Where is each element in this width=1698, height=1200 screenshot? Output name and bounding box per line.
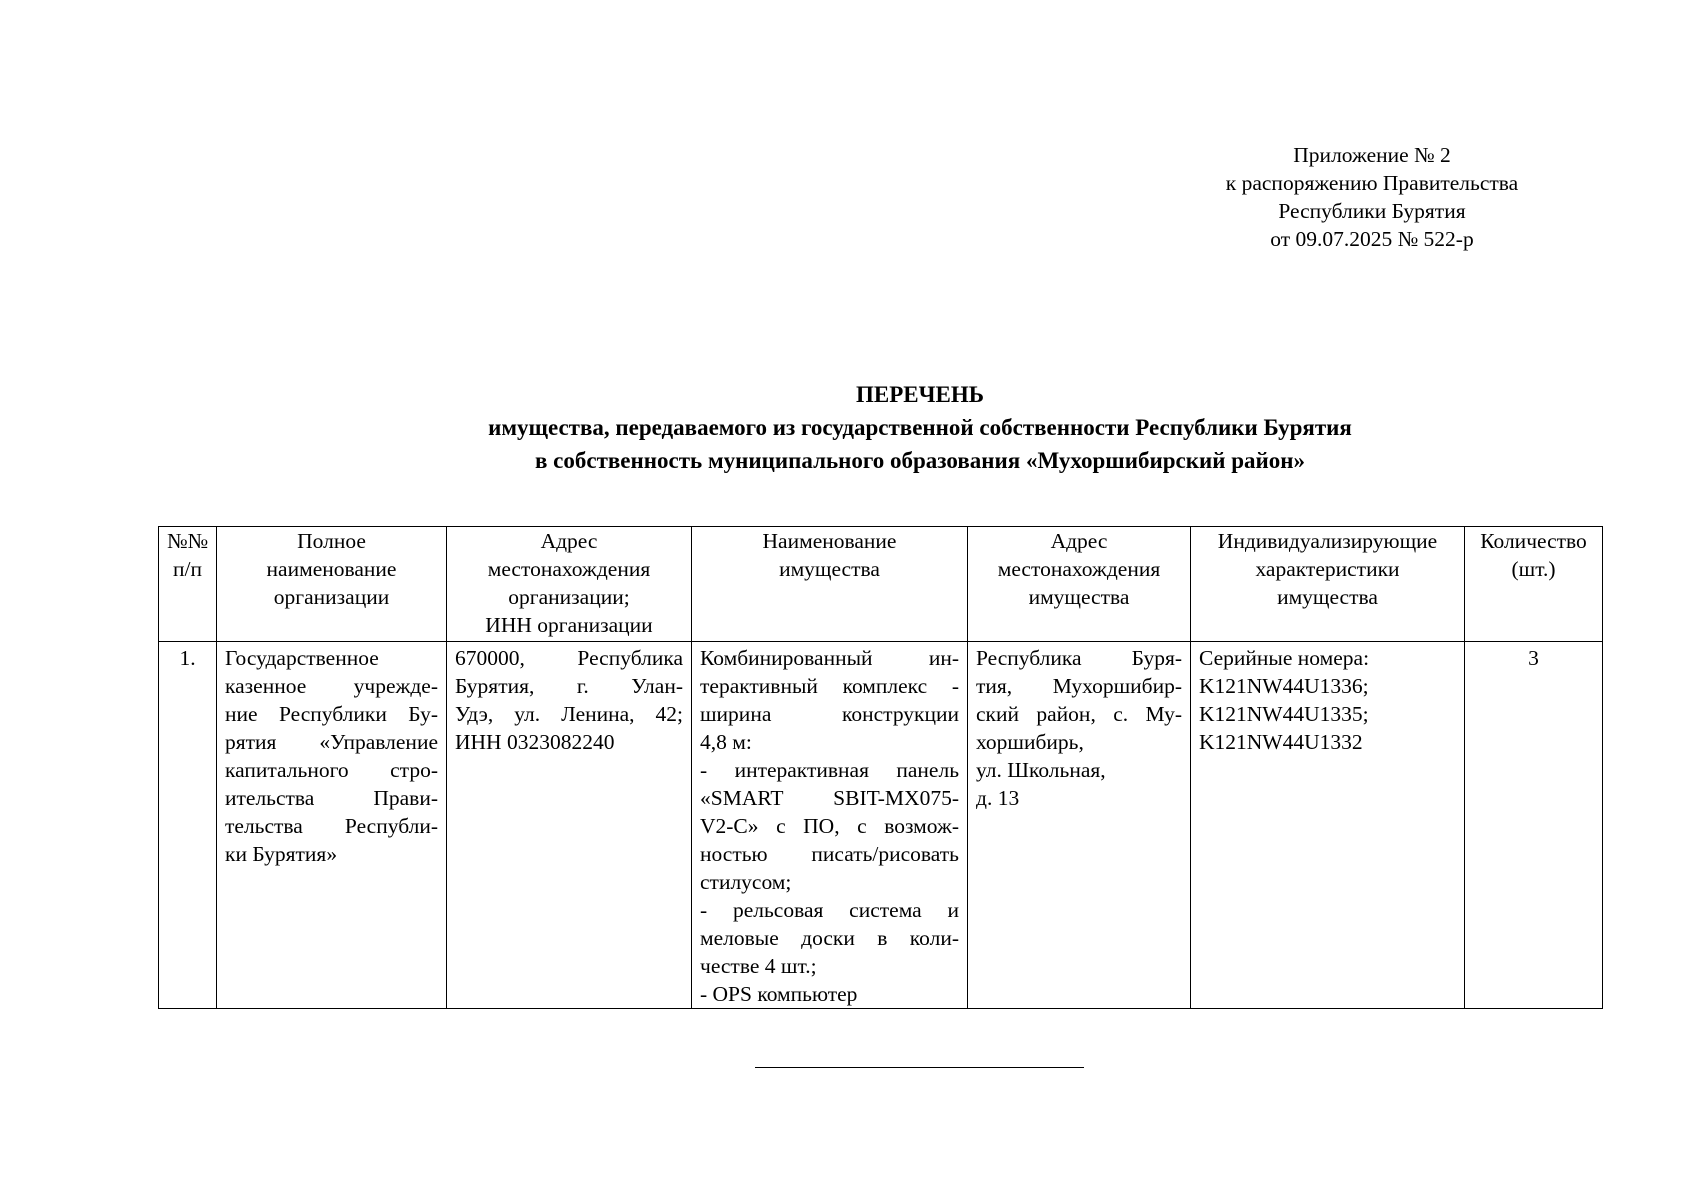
header-property-name bbox=[692, 527, 968, 642]
cell-line: д. 13 bbox=[976, 786, 1020, 810]
title-heading: ПЕРЕЧЕНЬ bbox=[856, 382, 984, 407]
cell-line: Удэ, ул. Ленина, 42; bbox=[455, 702, 683, 726]
cell-line: ул. Школьная, bbox=[976, 758, 1106, 782]
cell-line: ширина конструкции bbox=[700, 702, 959, 726]
header-line: имущества bbox=[779, 557, 880, 581]
header-line: наименование bbox=[266, 557, 397, 581]
appendix-block bbox=[1150, 141, 1594, 253]
header-org-address bbox=[447, 527, 692, 642]
cell-line: Бурятия, г. Улан- bbox=[455, 674, 683, 698]
appendix-line: к распоряжению Правительства bbox=[1225, 171, 1519, 195]
header-line: ИНН организации bbox=[485, 613, 653, 637]
cell-line: меловые доски в коли- bbox=[700, 926, 959, 950]
cell-number: 1. bbox=[159, 642, 217, 1009]
table-header-row bbox=[159, 527, 1603, 642]
cell-line: ский район, с. Му- bbox=[976, 702, 1182, 726]
appendix-line: от 09.07.2025 № 522-р bbox=[1270, 227, 1474, 251]
cell-line: ние Республики Бу- bbox=[225, 702, 438, 726]
header-line: характеристики bbox=[1255, 557, 1400, 581]
cell-line: ительства Прави- bbox=[225, 786, 438, 810]
cell-line: тельства Республи- bbox=[225, 814, 438, 838]
cell-line: K121NW44U1335; bbox=[1199, 702, 1369, 726]
title-line: имущества, передаваемого из государственной собственности Республики Бурятия bbox=[488, 415, 1352, 440]
header-line: организации bbox=[273, 585, 390, 609]
cell-line: 4,8 м: bbox=[700, 730, 752, 754]
header-line: имущества bbox=[1028, 585, 1130, 609]
cell-line: хоршибирь, bbox=[976, 730, 1084, 754]
cell-property-address bbox=[968, 642, 1191, 1009]
cell-organization bbox=[217, 642, 447, 1009]
cell-line: K121NW44U1336; bbox=[1199, 674, 1369, 698]
cell-line: 670000, Республика bbox=[455, 646, 683, 670]
cell-line: стилусом; bbox=[700, 870, 792, 894]
cell-line: Республика Буря- bbox=[976, 646, 1182, 670]
property-table bbox=[158, 526, 1603, 1009]
cell-line: - рельсовая система и bbox=[700, 898, 959, 922]
cell-line: честве 4 шт.; bbox=[700, 954, 817, 978]
cell-line: - OPS компьютер bbox=[700, 982, 858, 1006]
cell-line: ностью писать/рисовать bbox=[700, 842, 959, 866]
header-line: Индивидуализирующие bbox=[1217, 529, 1438, 553]
header-line: Наименование bbox=[762, 529, 897, 553]
cell-line: Серийные номера: bbox=[1199, 646, 1370, 670]
header-line: (шт.) bbox=[1511, 557, 1556, 581]
cell-line: - интерактивная панель bbox=[700, 758, 959, 782]
header-number bbox=[159, 527, 217, 642]
document-title bbox=[160, 378, 1680, 477]
cell-line: тия, Мухоршибир- bbox=[976, 674, 1182, 698]
cell-line: капитального стро- bbox=[225, 758, 438, 782]
cell-line: Комбинированный ин- bbox=[700, 646, 959, 670]
header-line: организации; bbox=[508, 585, 630, 609]
cell-line: казенное учрежде- bbox=[225, 674, 438, 698]
cell-org-address bbox=[447, 642, 692, 1009]
appendix-line: Республики Бурятия bbox=[1278, 199, 1466, 223]
cell-line: K121NW44U1332 bbox=[1199, 730, 1363, 754]
header-line: Адрес bbox=[1050, 529, 1108, 553]
header-characteristics bbox=[1191, 527, 1465, 642]
header-line: Адрес bbox=[540, 529, 598, 553]
appendix-line: Приложение № 2 bbox=[1293, 143, 1451, 167]
header-line: имущества bbox=[1277, 585, 1378, 609]
cell-line: «SMART SBIT-MX075- bbox=[700, 786, 959, 810]
header-line: местонахождения bbox=[487, 557, 651, 581]
cell-property-name bbox=[692, 642, 968, 1009]
cell-characteristics bbox=[1191, 642, 1465, 1009]
cell-quantity: 3 bbox=[1465, 642, 1603, 1009]
header-quantity bbox=[1465, 527, 1603, 642]
cell-line: ки Бурятия» bbox=[225, 842, 338, 866]
cell-line: Государственное bbox=[225, 646, 379, 670]
header-line: Полное bbox=[297, 529, 366, 553]
header-line: п/п bbox=[173, 557, 202, 581]
header-line: Количество bbox=[1480, 529, 1587, 553]
header-property-address bbox=[968, 527, 1191, 642]
header-line: местонахождения bbox=[997, 557, 1161, 581]
closing-rule bbox=[755, 1067, 1084, 1068]
header-line: №№ bbox=[167, 529, 209, 553]
table-row bbox=[159, 642, 1603, 1009]
cell-line: рятия «Управление bbox=[225, 730, 438, 754]
header-organization bbox=[217, 527, 447, 642]
cell-line: ИНН 0323082240 bbox=[455, 730, 615, 754]
cell-line: терактивный комплекс - bbox=[700, 674, 959, 698]
cell-line: V2-C» с ПО, с возмож- bbox=[700, 814, 959, 838]
title-line: в собственность муниципального образования «Мухоршибирский район» bbox=[535, 448, 1305, 473]
